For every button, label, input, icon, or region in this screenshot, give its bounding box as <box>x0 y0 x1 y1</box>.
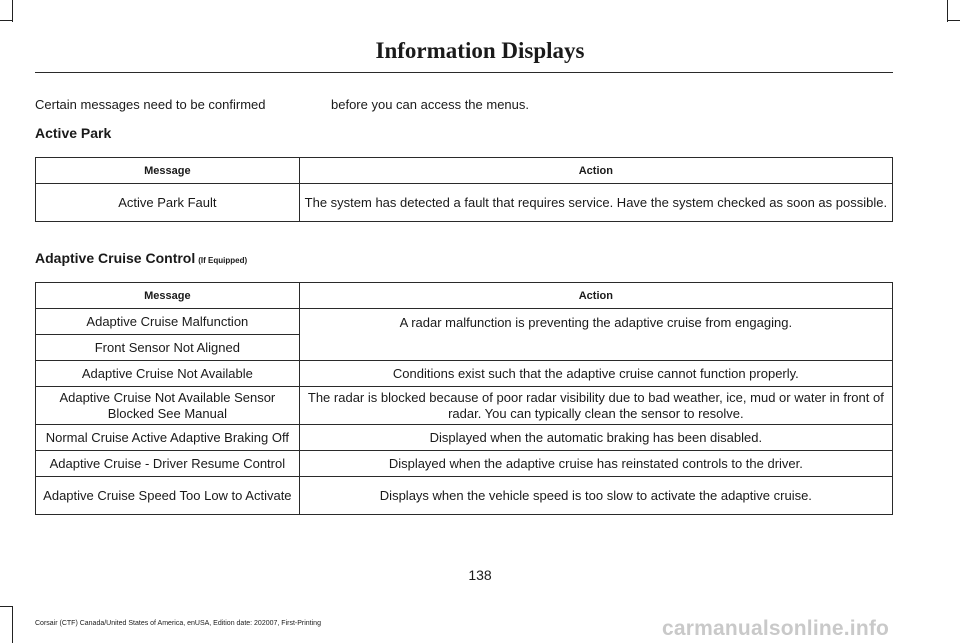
message-cell: Active Park Fault <box>36 184 300 222</box>
crop-mark <box>0 606 12 607</box>
footer-edition-text: Corsair (CTF) Canada/United States of America, enUSA, Edition date: 202007, First-Printing <box>35 620 321 627</box>
crop-mark <box>12 606 13 643</box>
page-number: 138 <box>468 567 492 583</box>
watermark: carmanualsonline.info <box>662 617 890 640</box>
section-heading-note: (If Equipped) <box>198 256 248 265</box>
column-header-message: Message <box>36 283 300 309</box>
table-row <box>36 451 893 477</box>
table-row <box>36 477 893 515</box>
active-park-table <box>35 157 893 222</box>
section-heading-text: Adaptive Cruise Control <box>35 250 196 266</box>
page-title: Information Displays <box>375 38 585 63</box>
action-cell: Displayed when the adaptive cruise has reinstated controls to the driver. <box>299 451 892 477</box>
message-cell: Adaptive Cruise Not Available Sensor Blocked See Manual <box>36 387 300 425</box>
column-header-action: Action <box>299 283 892 309</box>
adaptive-cruise-table <box>35 282 893 515</box>
table-row <box>36 309 893 335</box>
section-heading-adaptive-cruise <box>35 250 247 266</box>
header-divider <box>35 72 893 73</box>
message-cell: Adaptive Cruise - Driver Resume Control <box>36 451 300 477</box>
message-cell: Adaptive Cruise Speed Too Low to Activate <box>36 477 300 515</box>
message-cell: Normal Cruise Active Adaptive Braking Off <box>36 425 300 451</box>
action-cell: The radar is blocked because of poor radar visibility due to bad weather, ice, mud or water in front of radar. You can typically clean the sensor to resolve. <box>299 387 892 425</box>
table-header-row <box>36 283 893 309</box>
intro-text-right: before you can access the menus. <box>331 97 530 112</box>
crop-mark <box>947 0 948 22</box>
message-cell: Adaptive Cruise Malfunction <box>36 309 300 335</box>
crop-mark <box>0 20 12 21</box>
table-header-row <box>36 158 893 184</box>
intro-text-left: Certain messages need to be confirmed <box>35 97 266 112</box>
action-cell: The system has detected a fault that requires service. Have the system checked as soon as possible. <box>299 184 892 222</box>
action-cell: A radar malfunction is preventing the adaptive cruise from engaging. <box>299 309 892 361</box>
action-cell: Conditions exist such that the adaptive cruise cannot function properly. <box>299 361 892 387</box>
action-cell: Displayed when the automatic braking has been disabled. <box>299 425 892 451</box>
message-cell: Front Sensor Not Aligned <box>36 335 300 361</box>
action-cell: Displays when the vehicle speed is too slow to activate the adaptive cruise. <box>299 477 892 515</box>
column-header-action: Action <box>299 158 892 184</box>
table-row <box>36 387 893 425</box>
message-cell: Adaptive Cruise Not Available <box>36 361 300 387</box>
table-row <box>36 425 893 451</box>
crop-mark <box>948 20 960 21</box>
table-row <box>36 184 893 222</box>
column-header-message: Message <box>36 158 300 184</box>
table-row <box>36 361 893 387</box>
crop-mark <box>12 0 13 22</box>
section-heading-active-park: Active Park <box>35 125 112 141</box>
